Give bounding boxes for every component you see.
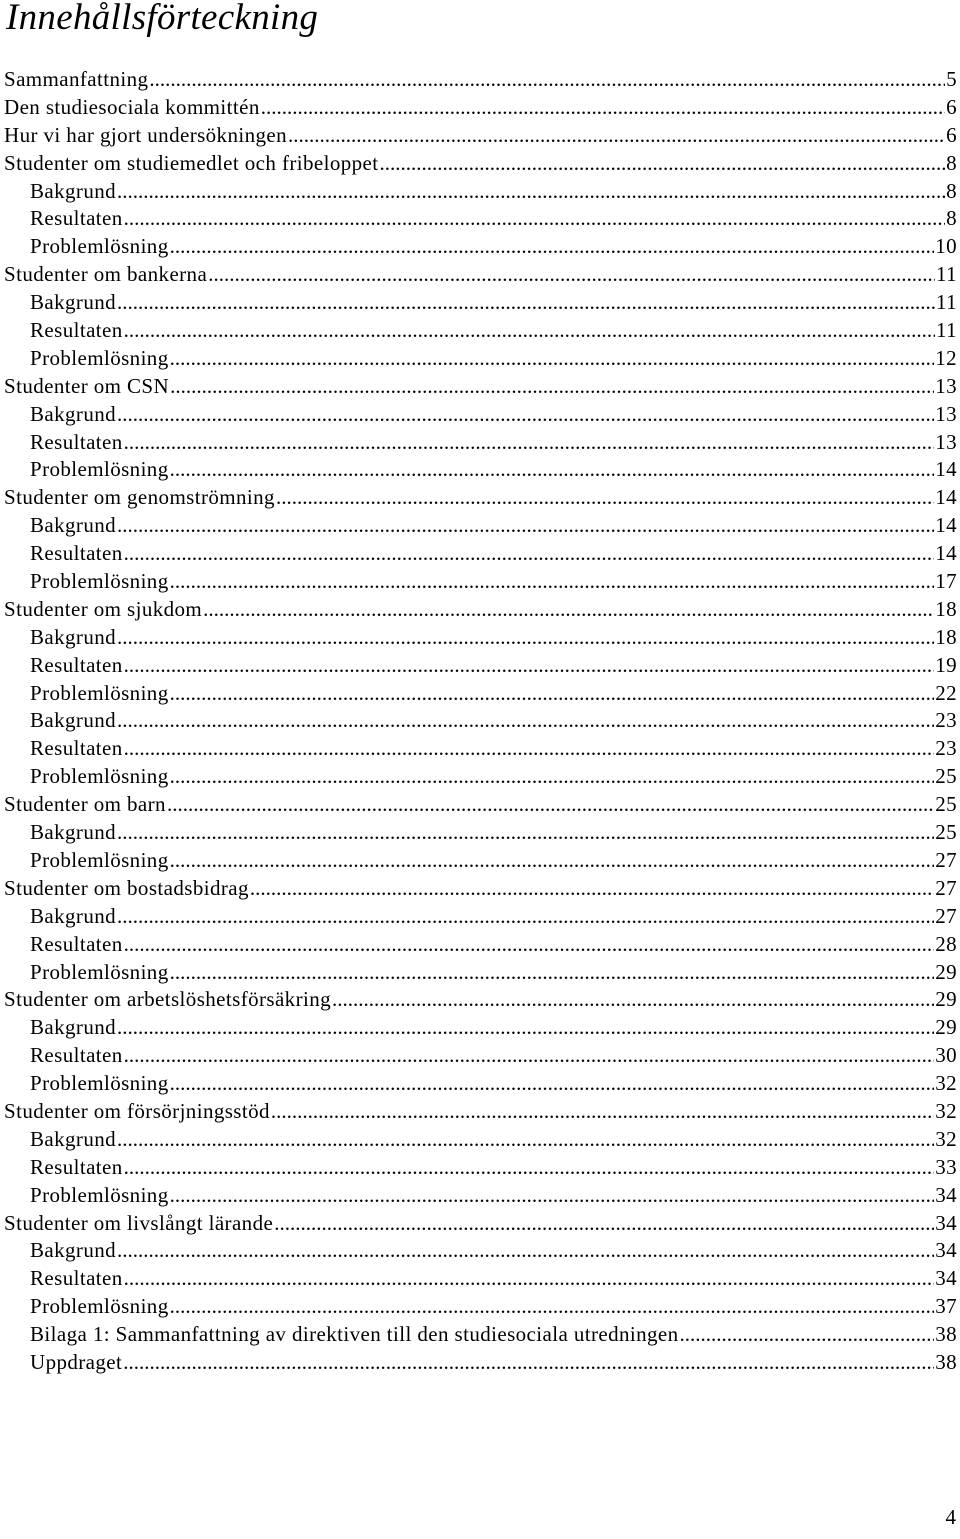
toc-entry[interactable] [0,1098,960,1126]
dot-leader [117,289,935,317]
toc-entry-label: Studenter om bankerna [4,262,208,287]
toc-entry-page-number: 27 [935,903,957,928]
toc-entry-label: Studenter om CSN [4,373,170,398]
toc-entry-label: Bilaga 1: Sammanfattning av direktiven till den studiesociala utredningen [30,1322,679,1347]
dot-leader [170,1070,935,1098]
toc-entry-label: Bakgrund [30,290,117,315]
toc-entry-page-number: 13 [935,373,957,398]
toc-entry-page-number: 18 [935,596,957,621]
dot-leader [208,261,935,289]
toc-entry[interactable] [0,931,960,959]
dot-leader [117,624,934,652]
dot-leader [170,345,935,373]
toc-entry-label: Bakgrund [30,820,117,845]
toc-entry-label: Problemlösning [30,1294,169,1319]
toc-entry[interactable] [0,401,960,429]
toc-entry-label: Studenter om sjukdom [4,596,203,621]
toc-entry-label: Sammanfattning [4,67,149,91]
dot-leader [170,456,935,484]
dot-leader [379,150,945,178]
toc-entry-label: Resultaten [30,931,123,956]
toc-entry-label: Resultaten [30,1266,123,1291]
toc-entry[interactable] [0,233,960,261]
toc-entry[interactable] [0,1265,960,1293]
toc-entry-label: Hur vi har gjort undersökningen [4,122,288,147]
toc-entry[interactable] [0,1293,960,1321]
dot-leader [124,652,935,680]
toc-entry-label: Bakgrund [30,1015,117,1040]
toc-entry-page-number: 29 [935,987,957,1012]
toc-entry[interactable] [0,456,960,484]
toc-entry-label: Problemlösning [30,569,169,594]
toc-entry-label: Bakgrund [30,513,117,538]
toc-entry[interactable] [0,1321,960,1349]
toc-entry-page-number: 6 [946,122,957,147]
dot-leader [124,540,935,568]
dot-leader [261,94,945,122]
toc-entry-label: Bakgrund [30,1126,117,1151]
dot-leader [170,1182,935,1210]
toc-entry-label: Studenter om barn [4,792,166,817]
toc-entry-page-number: 34 [935,1238,957,1263]
dot-leader [276,484,934,512]
dot-leader [124,429,935,457]
toc-entry-page-number: 5 [946,67,957,91]
toc-entry[interactable] [0,429,960,457]
toc-entry-page-number: 13 [935,429,957,454]
dot-leader [117,178,945,206]
dot-leader [123,1349,934,1377]
dot-leader [332,986,934,1014]
toc-entry-page-number: 6 [946,94,957,119]
toc-entry[interactable] [0,568,960,596]
dot-leader [124,205,945,233]
toc-entry-page-number: 38 [935,1349,957,1374]
toc-entry[interactable] [0,847,960,875]
dot-leader [170,959,935,987]
toc-entry-page-number: 8 [946,178,957,203]
toc-entry[interactable] [0,66,960,94]
toc-entry-page-number: 29 [935,959,957,984]
toc-entry[interactable] [0,707,960,735]
toc-entry-page-number: 37 [935,1294,957,1319]
toc-entry[interactable] [0,122,960,150]
toc-entry-label: Studenter om livslångt lärande [4,1210,274,1235]
dot-leader [124,931,935,959]
dot-leader [170,763,935,791]
toc-entry-page-number: 27 [935,875,957,900]
toc-entry-page-number: 22 [935,680,957,705]
toc-entry[interactable] [0,540,960,568]
toc-entry-label: Problemlösning [30,959,169,984]
toc-entry-page-number: 11 [935,262,957,287]
dot-leader [124,1154,935,1182]
toc-entry[interactable] [0,512,960,540]
toc-entry-page-number: 34 [935,1210,957,1235]
toc-entry-label: Bakgrund [30,624,117,649]
toc-entry[interactable] [0,1014,960,1042]
toc-entry-label: Problemlösning [30,234,169,259]
toc-entry[interactable] [0,986,960,1014]
toc-entry-label: Bakgrund [30,1238,117,1263]
toc-entry-label: Resultaten [30,736,123,761]
dot-leader [170,233,935,261]
toc-entry[interactable] [0,1070,960,1098]
toc-entry[interactable] [0,1126,960,1154]
toc-entry-page-number: 8 [946,206,957,231]
toc-entry[interactable] [0,484,960,512]
dot-leader [271,1098,934,1126]
dot-leader [117,512,934,540]
toc-entry[interactable] [0,1154,960,1182]
table-of-contents [0,66,960,1377]
toc-entry-page-number: 25 [935,764,957,789]
dot-leader [117,1014,934,1042]
page-title: Innehållsförteckning [6,0,319,38]
toc-entry-label: Studenter om försörjningsstöd [4,1098,270,1123]
dot-leader [250,875,934,903]
toc-entry-page-number: 11 [935,290,957,315]
toc-entry-page-number: 27 [935,847,957,872]
toc-entry-label: Bakgrund [30,903,117,928]
dot-leader [117,401,934,429]
toc-entry-page-number: 17 [935,569,957,594]
toc-entry-label: Den studiesociala kommittén [4,94,260,119]
page-number: 4 [945,1505,956,1529]
toc-entry[interactable] [0,903,960,931]
toc-entry[interactable] [0,596,960,624]
dot-leader [680,1321,935,1349]
toc-entry-page-number: 8 [946,150,957,175]
toc-entry[interactable] [0,763,960,791]
dot-leader [170,1293,935,1321]
toc-entry[interactable] [0,1210,960,1238]
toc-entry-page-number: 18 [935,624,957,649]
toc-entry-page-number: 23 [935,708,957,733]
dot-leader [124,317,935,345]
toc-entry-page-number: 14 [935,457,957,482]
dot-leader [274,1210,934,1238]
toc-entry-label: Bakgrund [30,401,117,426]
toc-entry[interactable] [0,735,960,763]
toc-entry[interactable] [0,680,960,708]
toc-entry-page-number: 13 [935,401,957,426]
toc-entry-page-number: 29 [935,1015,957,1040]
toc-entry-page-number: 32 [935,1071,957,1096]
toc-entry-page-number: 14 [935,513,957,538]
toc-entry[interactable] [0,1349,960,1377]
toc-entry[interactable] [0,1237,960,1265]
toc-entry[interactable] [0,261,960,289]
toc-entry[interactable] [0,289,960,317]
toc-entry[interactable] [0,1042,960,1070]
toc-entry-page-number: 12 [935,345,957,370]
toc-entry-page-number: 14 [935,541,957,566]
toc-entry-label: Resultaten [30,1154,123,1179]
toc-entry-label: Problemlösning [30,457,169,482]
toc-entry[interactable] [0,1182,960,1210]
toc-entry[interactable] [0,150,960,178]
toc-entry[interactable] [0,178,960,206]
toc-entry-label: Problemlösning [30,1182,169,1207]
toc-entry[interactable] [0,959,960,987]
toc-entry-page-number: 33 [935,1154,957,1179]
toc-entry-page-number: 38 [935,1322,957,1347]
toc-entry-label: Problemlösning [30,1071,169,1096]
dot-leader [149,66,945,94]
toc-entry-label: Resultaten [30,1043,123,1068]
dot-leader [117,1237,934,1265]
toc-entry-page-number: 23 [935,736,957,761]
dot-leader [170,680,935,708]
toc-entry-page-number: 25 [935,792,957,817]
toc-entry-label: Uppdraget [30,1349,123,1374]
toc-entry-label: Problemlösning [30,345,169,370]
dot-leader [124,735,935,763]
toc-entry-page-number: 10 [935,234,957,259]
toc-entry-label: Problemlösning [30,847,169,872]
toc-entry-label: Bakgrund [30,708,117,733]
toc-entry-label: Problemlösning [30,764,169,789]
dot-leader [170,847,935,875]
dot-leader [117,903,934,931]
toc-entry-page-number: 11 [935,318,957,343]
toc-entry[interactable] [0,317,960,345]
dot-leader [124,1265,935,1293]
toc-entry[interactable] [0,345,960,373]
toc-entry-label: Resultaten [30,206,123,231]
toc-entry-label: Resultaten [30,318,123,343]
toc-entry-label: Resultaten [30,429,123,454]
toc-entry[interactable] [0,875,960,903]
toc-entry-label: Resultaten [30,652,123,677]
dot-leader [288,122,945,150]
toc-entry-page-number: 34 [935,1266,957,1291]
toc-entry-label: Problemlösning [30,680,169,705]
toc-entry[interactable] [0,205,960,233]
toc-entry-page-number: 30 [935,1043,957,1068]
toc-entry-page-number: 32 [935,1098,957,1123]
toc-entry-page-number: 14 [935,485,957,510]
toc-entry[interactable] [0,624,960,652]
toc-entry[interactable] [0,791,960,819]
toc-entry-page-number: 34 [935,1182,957,1207]
toc-entry-page-number: 28 [935,931,957,956]
dot-leader [203,596,934,624]
dot-leader [170,568,935,596]
toc-entry-label: Studenter om bostadsbidrag [4,875,249,900]
toc-entry[interactable] [0,373,960,401]
toc-entry-label: Studenter om studiemedlet och fribeloppet [4,150,379,175]
toc-entry-label: Studenter om arbetslöshetsförsäkring [4,987,332,1012]
toc-entry[interactable] [0,819,960,847]
toc-entry-label: Bakgrund [30,178,117,203]
dot-leader [167,791,934,819]
toc-entry-label: Studenter om genomströmning [4,485,275,510]
dot-leader [170,373,934,401]
toc-entry-page-number: 25 [935,820,957,845]
toc-entry-label: Resultaten [30,541,123,566]
toc-entry-page-number: 19 [935,652,957,677]
dot-leader [117,707,934,735]
dot-leader [117,819,934,847]
toc-entry-page-number: 32 [935,1126,957,1151]
toc-entry[interactable] [0,652,960,680]
dot-leader [117,1126,934,1154]
toc-entry[interactable] [0,94,960,122]
dot-leader [124,1042,935,1070]
